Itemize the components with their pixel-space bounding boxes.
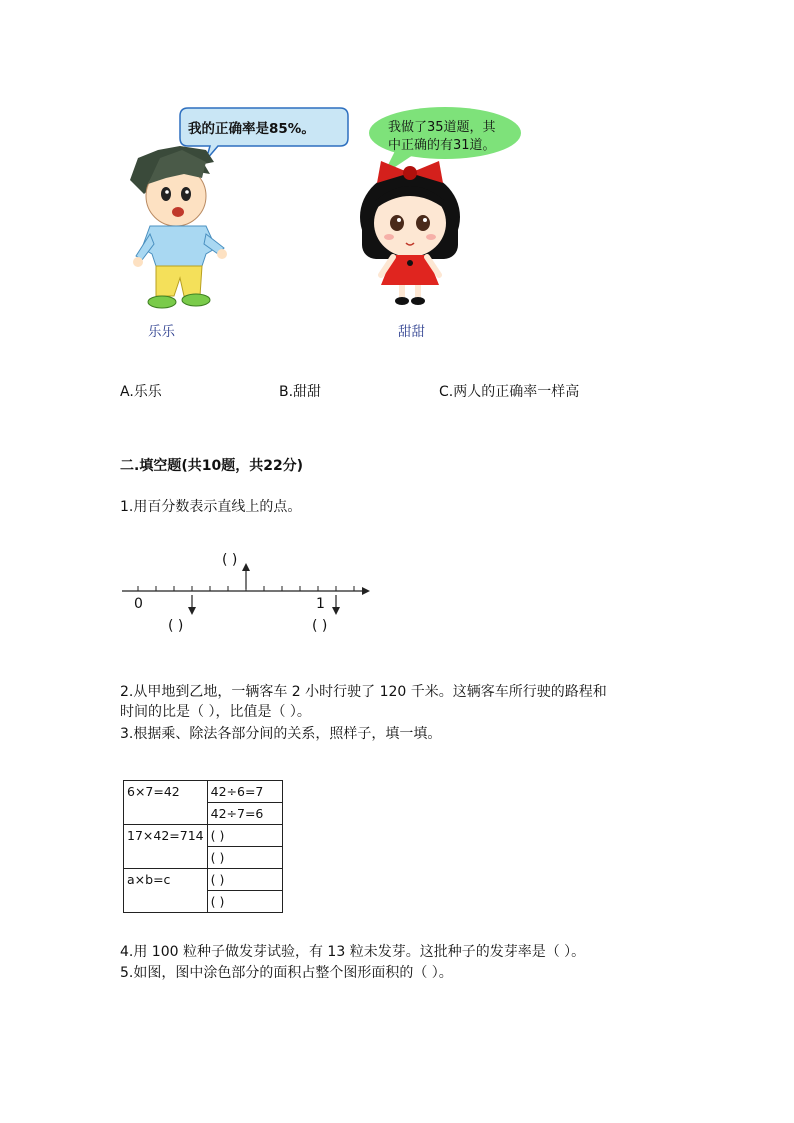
table-cell-equation: 6×7=42 bbox=[124, 781, 208, 825]
table-row bbox=[124, 869, 283, 891]
number-line-blank-right[interactable]: ( ) bbox=[312, 618, 328, 634]
table-cell-equation: 17×42=714 bbox=[124, 825, 208, 869]
option-a: A.乐乐 bbox=[120, 384, 162, 400]
question-1-text: 1.用百分数表示直线上的点。 bbox=[120, 499, 302, 515]
girl-speech-line-1: 我做了35道题，其 bbox=[388, 120, 496, 135]
section-heading: 二.填空题(共10题，共22分) bbox=[120, 458, 304, 474]
table-cell-blank[interactable]: ( ) bbox=[207, 891, 282, 913]
relation-table bbox=[123, 780, 283, 913]
question-5-text: 5.如图，图中涂色部分的面积占整个图形面积的（ ）。 bbox=[120, 965, 453, 981]
question-2-line-2: 时间的比是（ ），比值是（ ）。 bbox=[120, 704, 311, 720]
girl-name: 甜甜 bbox=[398, 324, 425, 340]
number-line bbox=[118, 545, 378, 649]
number-line-label-1: 1 bbox=[316, 596, 325, 612]
girl-speech-line-2: 中正确的有31道。 bbox=[388, 138, 496, 153]
option-b: B.甜甜 bbox=[279, 384, 322, 400]
question-2-line-1: 2.从甲地到乙地，一辆客车 2 小时行驶了 120 千米。这辆客车所行驶的路程和 bbox=[120, 684, 607, 700]
number-line-blank-left[interactable]: ( ) bbox=[168, 618, 184, 634]
table-cell-blank[interactable]: ( ) bbox=[207, 869, 282, 891]
option-c: C.两人的正确率一样高 bbox=[439, 384, 580, 400]
table-cell-division: 42÷7=6 bbox=[207, 803, 282, 825]
table-row bbox=[124, 825, 283, 847]
boy-speech-text: 我的正确率是85%。 bbox=[188, 121, 315, 137]
table-cell-equation: a×b=c bbox=[124, 869, 208, 913]
question-4-text: 4.用 100 粒种子做发芽试验，有 13 粒未发芽。这批种子的发芽率是（ ）。 bbox=[120, 944, 586, 960]
number-line-blank-top[interactable]: ( ) bbox=[222, 552, 238, 568]
table-cell-blank[interactable]: ( ) bbox=[207, 847, 282, 869]
number-line-label-0: 0 bbox=[134, 596, 143, 612]
table-cell-blank[interactable]: ( ) bbox=[207, 825, 282, 847]
question-3-text: 3.根据乘、除法各部分间的关系，照样子，填一填。 bbox=[120, 726, 442, 742]
boy-name: 乐乐 bbox=[148, 324, 175, 340]
table-row bbox=[124, 781, 283, 803]
table-cell-division: 42÷6=7 bbox=[207, 781, 282, 803]
